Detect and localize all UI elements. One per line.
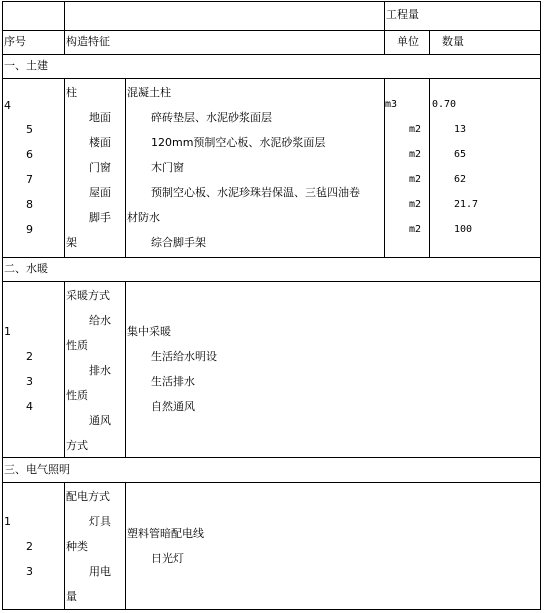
rule — [64, 281, 65, 458]
seq-header: 序号 — [4, 35, 26, 48]
section-title-hvac: 二、水暖 — [4, 262, 48, 275]
unit-value: m2 — [409, 199, 422, 210]
rule — [2, 257, 541, 258]
row-number: 6 — [26, 148, 33, 161]
row-number: 1 — [4, 325, 11, 338]
quantity-group-header: 工程量 — [386, 8, 419, 21]
item-name: 灯具 — [89, 515, 111, 528]
item-name: 性质 — [66, 389, 88, 402]
rule — [2, 482, 541, 483]
item-name: 屋面 — [89, 186, 111, 199]
qty-value: 13 — [454, 124, 467, 135]
unit-value: m2 — [409, 149, 422, 160]
qty-value: 65 — [454, 149, 467, 160]
feature-desc: 综合脚手架 — [151, 236, 206, 249]
qty-value: 0.70 — [432, 99, 457, 110]
row-number: 5 — [26, 123, 33, 136]
item-name: 采暖方式 — [66, 289, 110, 302]
feature-desc: 120mm预制空心板、水泥砂浆面层 — [151, 136, 326, 149]
unit-value: m2 — [409, 124, 422, 135]
item-name: 排水 — [89, 364, 111, 377]
row-number: 7 — [26, 173, 33, 186]
engineering-table — [2, 1, 541, 610]
item-name: 给水 — [89, 314, 111, 327]
item-name: 楼面 — [89, 136, 111, 149]
row-number: 8 — [26, 198, 33, 211]
feature-desc: 塑料管暗配电线 — [127, 527, 204, 540]
row-number: 9 — [26, 223, 33, 236]
row-number: 2 — [26, 540, 33, 553]
unit-header: 单位 — [397, 35, 419, 48]
rule — [125, 281, 126, 458]
qty-value: 100 — [454, 224, 473, 235]
features-header: 构造特征 — [66, 35, 110, 48]
row-number: 2 — [26, 350, 33, 363]
rule — [125, 482, 126, 610]
unit-value: m3 — [385, 99, 398, 110]
border-top — [2, 1, 541, 2]
feature-desc: 集中采暖 — [127, 325, 171, 338]
feature-desc: 自然通风 — [151, 400, 195, 413]
unit-value: m2 — [409, 224, 422, 235]
feature-desc: 日光灯 — [151, 552, 184, 565]
feature-desc: 碎砖垫层、水泥砂浆面层 — [151, 111, 272, 124]
row-number: 4 — [26, 400, 33, 413]
row-number: 4 — [4, 99, 11, 112]
rule — [64, 482, 65, 610]
row-number: 3 — [26, 565, 33, 578]
qty-header: 数量 — [442, 35, 464, 48]
rule — [64, 1, 65, 55]
rule — [429, 78, 430, 258]
rule — [2, 457, 541, 458]
rule — [64, 78, 65, 258]
section-title-electrical: 三、电气照明 — [4, 463, 70, 476]
rule — [384, 1, 385, 55]
rule — [2, 30, 541, 31]
border-right — [540, 1, 541, 610]
qty-value: 21.7 — [454, 199, 479, 210]
section-title-civil: 一、土建 — [4, 59, 48, 72]
feature-desc: 生活排水 — [151, 375, 195, 388]
item-name: 量 — [66, 590, 77, 603]
item-name: 通风 — [89, 414, 111, 427]
rule — [429, 30, 430, 55]
qty-value: 62 — [454, 174, 467, 185]
item-name: 柱 — [66, 86, 77, 99]
item-name: 配电方式 — [66, 490, 110, 503]
item-name: 地面 — [89, 111, 111, 124]
feature-desc: 木门窗 — [151, 161, 184, 174]
item-name: 门窗 — [89, 161, 111, 174]
row-number: 3 — [26, 375, 33, 388]
feature-desc: 生活给水明设 — [151, 350, 217, 363]
unit-value: m2 — [409, 174, 422, 185]
border-left — [2, 1, 3, 610]
rule — [2, 54, 541, 55]
rule — [2, 281, 541, 282]
row-number: 1 — [4, 515, 11, 528]
feature-desc: 预制空心板、水泥珍珠岩保温、三毡四油卷 — [151, 186, 360, 199]
item-name: 架 — [66, 236, 77, 249]
rule — [2, 78, 541, 79]
rule — [125, 78, 126, 258]
feature-desc: 混凝土柱 — [127, 86, 171, 99]
item-name: 用电 — [89, 565, 111, 578]
border-bottom — [2, 609, 541, 610]
item-name: 方式 — [66, 439, 88, 452]
item-name: 种类 — [66, 540, 88, 553]
item-name: 性质 — [66, 339, 88, 352]
item-name: 脚手 — [89, 211, 111, 224]
feature-desc: 材防水 — [127, 211, 160, 224]
